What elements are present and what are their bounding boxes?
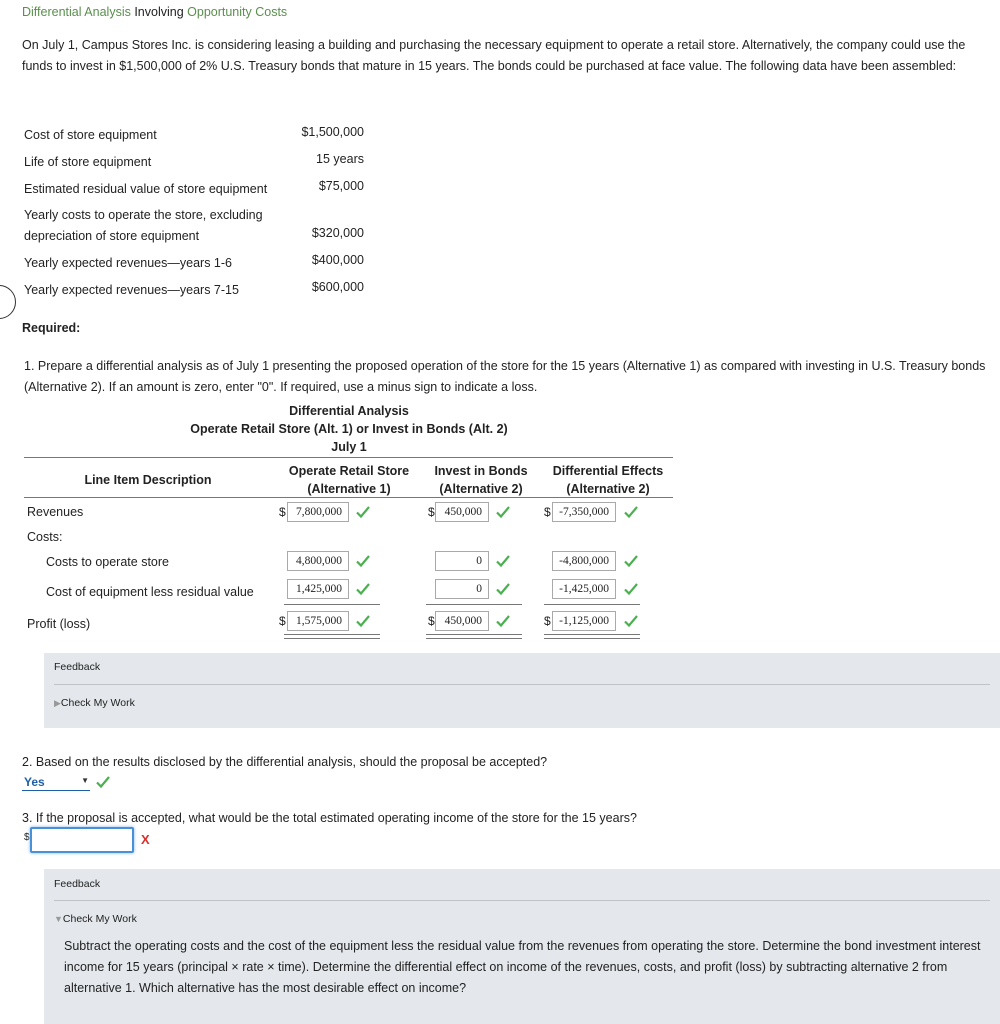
row-label-revenues: Revenues: [27, 505, 84, 519]
feedback-title: Feedback: [54, 661, 101, 673]
analysis-title: Differential Analysis: [289, 404, 409, 418]
expand-arrow-icon: ▶: [54, 698, 61, 708]
incorrect-x-icon: X: [141, 832, 150, 847]
operate-alt2-input[interactable]: 0: [435, 551, 489, 571]
profit-alt1-input[interactable]: 1,575,000: [287, 611, 349, 631]
feedback-title: Feedback: [54, 878, 101, 890]
check-my-work-toggle[interactable]: ▼Check My Work: [54, 913, 137, 925]
revenues-alt2-input[interactable]: 450,000: [435, 502, 489, 522]
analysis-subtitle: Operate Retail Store (Alt. 1) or Invest in Bonds (Alt. 2): [190, 422, 508, 436]
given-value: 15 years: [316, 152, 364, 166]
row-label-operate: Costs to operate store: [46, 555, 169, 569]
check-icon: [624, 554, 638, 568]
check-icon: [96, 775, 110, 789]
given-label: Yearly costs to operate the store, excluding: [24, 208, 263, 222]
total-double-rule: [284, 634, 380, 639]
given-label: Estimated residual value of store equipment: [24, 182, 268, 196]
check-icon: [496, 582, 510, 596]
feedback-panel: [44, 653, 1000, 728]
given-value: $400,000: [311, 253, 364, 267]
profit-alt2-input[interactable]: 450,000: [435, 611, 489, 631]
revenues-diff-input[interactable]: -7,350,000: [552, 502, 616, 522]
col-header-alt1: Operate Retail Store (Alternative 1): [288, 464, 410, 496]
check-icon: [496, 554, 510, 568]
row-label-costs: Costs:: [27, 530, 63, 544]
side-circle-decoration: [0, 285, 16, 319]
title-link-opportunity-costs[interactable]: Opportunity Costs: [187, 5, 288, 19]
given-value: $320,000: [311, 226, 364, 240]
accept-proposal-select[interactable]: [22, 775, 90, 791]
page-title: Differential Analysis Involving Opportunity Costs: [22, 5, 288, 19]
currency-symbol: $: [428, 505, 435, 519]
equipment-alt2-input[interactable]: 0: [435, 579, 489, 599]
total-double-rule: [544, 634, 640, 639]
feedback-explanation: Subtract the operating costs and the cost of the equipment less the residual value from the revenues from operating the store. Determine the bond investment interest income for 15 years (principal × rate × time). Determine the differential effect on income of the revenues, costs, and profit (loss) by subtracting alternative 2 from alternative 1. Which alternative has the most desirable effect on income?: [64, 939, 981, 995]
required-heading: Required:: [22, 321, 81, 335]
given-label: depreciation of store equipment: [24, 229, 200, 243]
question-3: 3. If the proposal is accepted, what would be the total estimated operating income of the store for the 15 years?: [22, 811, 637, 825]
profit-diff-input[interactable]: -1,125,000: [552, 611, 616, 631]
check-icon: [356, 582, 370, 596]
given-label: Yearly expected revenues—years 7-15: [24, 283, 239, 297]
operate-diff-input[interactable]: -4,800,000: [552, 551, 616, 571]
subtotal-rule: [426, 604, 522, 605]
chevron-down-icon: ▼: [81, 776, 89, 785]
currency-symbol: $: [279, 505, 286, 519]
row-label-equipment: Cost of equipment less residual value: [46, 585, 254, 599]
col-header-alt2: Invest in Bonds (Alternative 2): [434, 464, 528, 496]
header-rule: [24, 497, 673, 498]
equipment-diff-input[interactable]: -1,425,000: [552, 579, 616, 599]
given-label: Yearly expected revenues—years 1-6: [24, 256, 232, 270]
given-value: $600,000: [311, 280, 364, 294]
operating-income-input[interactable]: [30, 827, 134, 853]
equipment-alt1-input[interactable]: 1,425,000: [287, 579, 349, 599]
question-1: 1. Prepare a differential analysis as of July 1 presenting the proposed operation of the store for the 15 years (Alternative 1) as compared with investing in U.S. Treasury bonds (Alternative 2). If an amount is zero, enter "0". If required, use a minus sign to indicate a loss.: [24, 359, 986, 394]
check-icon: [356, 505, 370, 519]
total-double-rule: [426, 634, 522, 639]
currency-symbol: $: [544, 614, 551, 628]
check-icon: [496, 505, 510, 519]
check-icon: [356, 554, 370, 568]
currency-symbol: $: [428, 614, 435, 628]
operate-alt1-input[interactable]: 4,800,000: [287, 551, 349, 571]
check-icon: [624, 505, 638, 519]
col-header-description: Line Item Description: [84, 473, 212, 487]
currency-symbol: $: [279, 614, 286, 628]
check-icon: [496, 614, 510, 628]
given-value: $75,000: [318, 179, 364, 193]
check-icon: [356, 614, 370, 628]
col-header-diff: Differential Effects (Alternative 2): [552, 464, 664, 496]
check-my-work-toggle[interactable]: ▶Check My Work: [54, 697, 135, 709]
question-2: 2. Based on the results disclosed by the differential analysis, should the proposal be accepted?: [22, 755, 548, 769]
given-label: Life of store equipment: [24, 155, 152, 169]
select-value: Yes: [24, 775, 45, 789]
subtotal-rule: [284, 604, 380, 605]
feedback-divider: [54, 684, 990, 685]
collapse-arrow-icon: ▼: [54, 914, 63, 924]
table-top-rule: [24, 457, 673, 458]
subtotal-rule: [544, 604, 640, 605]
currency-symbol: $: [24, 832, 30, 843]
title-link-differential[interactable]: Differential Analysis: [22, 5, 131, 19]
feedback-panel: [44, 869, 1000, 1024]
revenues-alt1-input[interactable]: 7,800,000: [287, 502, 349, 522]
analysis-date: July 1: [331, 440, 367, 454]
check-icon: [624, 582, 638, 596]
problem-intro: On July 1, Campus Stores Inc. is considering leasing a building and purchasing the necessary equipment to operate a retail store. Alternatively, the company could use the funds to invest in $1,500,000 of 2% U.S. Treasury bonds that mature in 15 years. The bonds could be purchased at face value. The following data have been assembled:: [22, 38, 966, 73]
given-label: Cost of store equipment: [24, 128, 157, 142]
given-value: $1,500,000: [301, 125, 364, 139]
row-label-profit: Profit (loss): [27, 617, 91, 631]
feedback-divider: [54, 900, 990, 901]
currency-symbol: $: [544, 505, 551, 519]
check-icon: [624, 614, 638, 628]
